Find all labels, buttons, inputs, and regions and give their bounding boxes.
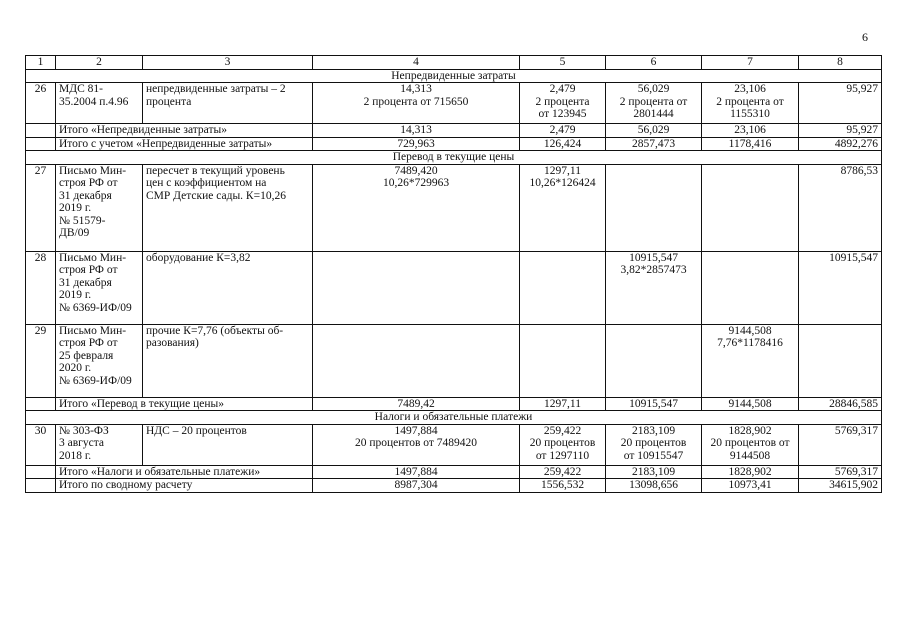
header-cell: 2 (56, 56, 143, 70)
row-col5: 2,479 2 процента от 123945 (520, 83, 606, 124)
total-col7: 1178,416 (702, 137, 799, 151)
row-col7 (702, 251, 799, 324)
total-col5: 1297,11 (520, 397, 606, 411)
header-cell: 1 (26, 56, 56, 70)
section-title-row (26, 69, 882, 83)
grand-total-row (26, 479, 882, 493)
empty-cell (26, 137, 56, 151)
header-cell: 6 (606, 56, 702, 70)
row-col5 (520, 251, 606, 324)
row-col7 (702, 164, 799, 251)
row-number: 29 (26, 324, 56, 397)
total-col4: 14,313 (313, 124, 520, 138)
row-number: 28 (26, 251, 56, 324)
row-name: оборудование К=3,82 (143, 251, 313, 324)
total-row (26, 397, 882, 411)
row-col8: 5769,317 (799, 424, 882, 465)
row-col6: 56,029 2 процента от 2801444 (606, 83, 702, 124)
total-label: Итого с учетом «Непредвиденные затраты» (56, 137, 313, 151)
total-col6: 13098,656 (606, 479, 702, 493)
total-col5: 126,424 (520, 137, 606, 151)
total-col7: 23,106 (702, 124, 799, 138)
total-col4: 729,963 (313, 137, 520, 151)
row-basis: Письмо Мин- строя РФ от 31 декабря 2019 г. № 6369-ИФ/09 (56, 251, 143, 324)
section-title-row (26, 411, 882, 425)
row-name: непредвиденные затраты – 2 процента (143, 83, 313, 124)
row-col4 (313, 324, 520, 397)
row-number: 26 (26, 83, 56, 124)
empty-cell (26, 397, 56, 411)
row-basis: № 303-ФЗ 3 августа 2018 г. (56, 424, 143, 465)
empty-cell (26, 479, 56, 493)
section-title-row (26, 151, 882, 165)
page-number: 6 (862, 30, 868, 44)
empty-cell (26, 465, 56, 479)
total-col8: 4892,276 (799, 137, 882, 151)
total-col4: 8987,304 (313, 479, 520, 493)
total-col7: 10973,41 (702, 479, 799, 493)
header-cell: 7 (702, 56, 799, 70)
total-row (26, 465, 882, 479)
total-col5: 259,422 (520, 465, 606, 479)
row-col8: 8786,53 (799, 164, 882, 251)
row-name: прочие К=7,76 (объекты об- разования) (143, 324, 313, 397)
table-row (26, 164, 882, 251)
estimate-table (25, 55, 882, 493)
total-col6: 2183,109 (606, 465, 702, 479)
row-col4: 7489,420 10,26*729963 (313, 164, 520, 251)
row-col6 (606, 324, 702, 397)
row-basis: МДС 81- 35.2004 п.4.96 (56, 83, 143, 124)
total-col8: 95,927 (799, 124, 882, 138)
total-col8: 5769,317 (799, 465, 882, 479)
total-col7: 1828,902 (702, 465, 799, 479)
row-col4 (313, 251, 520, 324)
row-name: пересчет в текущий уровень цен с коэффициентом на СМР Детские сады. К=10,26 (143, 164, 313, 251)
row-col4: 1497,884 20 процентов от 7489420 (313, 424, 520, 465)
header-cell: 8 (799, 56, 882, 70)
row-col6 (606, 164, 702, 251)
total-col8: 28846,585 (799, 397, 882, 411)
row-col7: 1828,902 20 процентов от 9144508 (702, 424, 799, 465)
total-label: Итого по сводному расчету (56, 479, 313, 493)
row-col8 (799, 324, 882, 397)
row-name: НДС – 20 процентов (143, 424, 313, 465)
total-label: Итого «Налоги и обязательные платежи» (56, 465, 313, 479)
total-col5: 1556,532 (520, 479, 606, 493)
row-col5: 259,422 20 процентов от 1297110 (520, 424, 606, 465)
total-col6: 56,029 (606, 124, 702, 138)
total-col6: 10915,547 (606, 397, 702, 411)
header-cell: 4 (313, 56, 520, 70)
section-title: Перевод в текущие цены (26, 151, 882, 165)
total-col4: 1497,884 (313, 465, 520, 479)
total-col4: 7489,42 (313, 397, 520, 411)
table-row (26, 251, 882, 324)
total-label: Итого «Перевод в текущие цены» (56, 397, 313, 411)
empty-cell (26, 124, 56, 138)
total-row (26, 137, 882, 151)
row-col5: 1297,11 10,26*126424 (520, 164, 606, 251)
row-col7: 9144,508 7,76*1178416 (702, 324, 799, 397)
row-col6: 10915,547 3,82*2857473 (606, 251, 702, 324)
total-col6: 2857,473 (606, 137, 702, 151)
total-col8: 34615,902 (799, 479, 882, 493)
header-cell: 3 (143, 56, 313, 70)
row-col8: 10915,547 (799, 251, 882, 324)
table-row (26, 424, 882, 465)
row-col5 (520, 324, 606, 397)
row-basis: Письмо Мин- строя РФ от 25 февраля 2020 г. № 6369-ИФ/09 (56, 324, 143, 397)
row-number: 30 (26, 424, 56, 465)
section-title: Непредвиденные затраты (26, 69, 882, 83)
table-row (26, 83, 882, 124)
section-title: Налоги и обязательные платежи (26, 411, 882, 425)
total-label: Итого «Непредвиденные затраты» (56, 124, 313, 138)
row-number: 27 (26, 164, 56, 251)
total-col5: 2,479 (520, 124, 606, 138)
header-cell: 5 (520, 56, 606, 70)
row-col8: 95,927 (799, 83, 882, 124)
row-col6: 2183,109 20 процентов от 10915547 (606, 424, 702, 465)
row-col7: 23,106 2 процента от 1155310 (702, 83, 799, 124)
header-row (26, 56, 882, 70)
row-basis: Письмо Мин- строя РФ от 31 декабря 2019 г. № 51579- ДВ/09 (56, 164, 143, 251)
row-col4: 14,313 2 процента от 715650 (313, 83, 520, 124)
total-col7: 9144,508 (702, 397, 799, 411)
total-row (26, 124, 882, 138)
table-row (26, 324, 882, 397)
